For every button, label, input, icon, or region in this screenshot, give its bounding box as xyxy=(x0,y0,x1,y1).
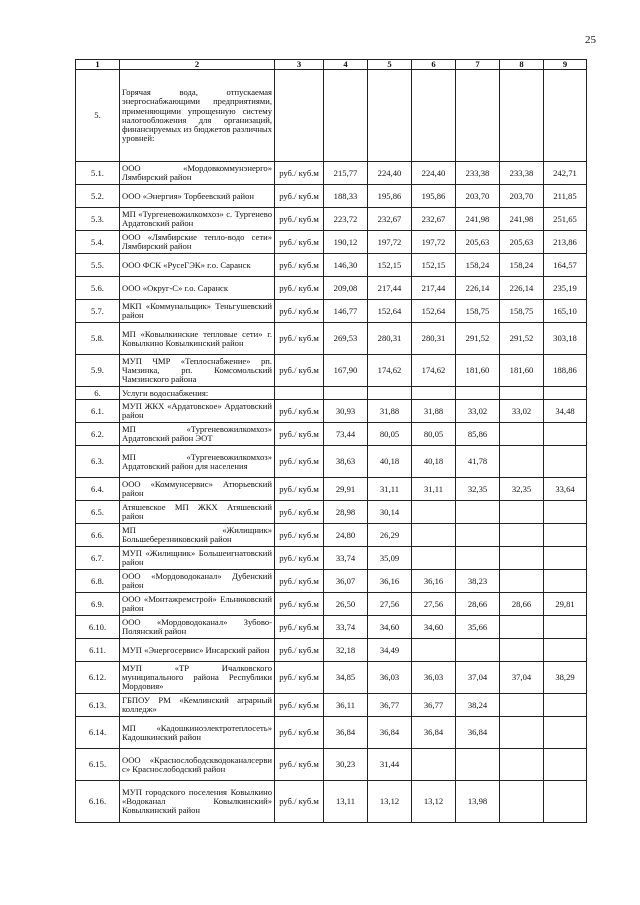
table-row xyxy=(76,277,587,300)
value-cell-6: 197,72 xyxy=(412,231,456,254)
value-cell-4 xyxy=(324,387,368,400)
tariff-table xyxy=(75,59,587,823)
unit-cell: руб./ куб.м xyxy=(275,570,324,593)
value-cell-6 xyxy=(412,501,456,524)
table-row xyxy=(76,593,587,616)
value-cell-9: 38,29 xyxy=(544,662,587,694)
value-cell-7: 13,98 xyxy=(456,781,500,823)
organization-name: ООО «Мордовкоммунэнерго» Лямбирский район xyxy=(120,162,275,185)
organization-name: ООО «Мордоводоканал» Зубово-Полянский район xyxy=(120,616,275,639)
value-cell-5: 30,14 xyxy=(368,501,412,524)
value-cell-9 xyxy=(544,547,587,570)
header-cell: 1 xyxy=(76,60,120,70)
value-cell-4: 188,33 xyxy=(324,185,368,208)
value-cell-6: 80,05 xyxy=(412,423,456,446)
value-cell-6: 36,16 xyxy=(412,570,456,593)
value-cell-8: 203,70 xyxy=(500,185,544,208)
table-row xyxy=(76,208,587,231)
organization-name: ООО «Монтажремстрой» Ельниковский район xyxy=(120,593,275,616)
value-cell-9: 251,65 xyxy=(544,208,587,231)
table-row xyxy=(76,694,587,717)
value-cell-5: 80,05 xyxy=(368,423,412,446)
table-row xyxy=(76,400,587,423)
organization-name: ООО ФСК «РусеГЭК» г.о. Саранск xyxy=(120,254,275,277)
value-cell-8: 32,35 xyxy=(500,478,544,501)
value-cell-8 xyxy=(500,616,544,639)
value-cell-5: 26,29 xyxy=(368,524,412,547)
value-cell-4: 269,53 xyxy=(324,323,368,355)
row-number: 5.2. xyxy=(76,185,120,208)
value-cell-9 xyxy=(544,616,587,639)
value-cell-8: 158,75 xyxy=(500,300,544,323)
row-number: 6.4. xyxy=(76,478,120,501)
table-row xyxy=(76,387,587,400)
value-cell-7: 181,60 xyxy=(456,355,500,387)
value-cell-7: 85,86 xyxy=(456,423,500,446)
table-row xyxy=(76,423,587,446)
value-cell-6 xyxy=(412,70,456,162)
value-cell-4: 24,80 xyxy=(324,524,368,547)
header-cell: 6 xyxy=(412,60,456,70)
organization-name: МУП городского поселения Ковылкино «Водоканал Ковылкинский» Ковылкинский район xyxy=(120,781,275,823)
value-cell-4: 34,85 xyxy=(324,662,368,694)
value-cell-5: 36,03 xyxy=(368,662,412,694)
row-number: 5.6. xyxy=(76,277,120,300)
header-cell: 3 xyxy=(275,60,324,70)
table-row xyxy=(76,446,587,478)
unit-cell: руб./ куб.м xyxy=(275,355,324,387)
organization-name: МКП «Коммунальщик» Теньгушевский район xyxy=(120,300,275,323)
organization-name: Горячая вода, отпускаемая энергоснабжающими предприятиями, применяющими упрощенную систему налогообложения для организаций, финансируемых из бюджетов различных уровней: xyxy=(120,70,275,162)
value-cell-9: 165,10 xyxy=(544,300,587,323)
organization-name: ООО «Энергия» Торбеевский район xyxy=(120,185,275,208)
value-cell-7: 291,52 xyxy=(456,323,500,355)
value-cell-6: 34,60 xyxy=(412,616,456,639)
table-row xyxy=(76,717,587,749)
unit-cell: руб./ куб.м xyxy=(275,717,324,749)
row-number: 6. xyxy=(76,387,120,400)
row-number: 6.6. xyxy=(76,524,120,547)
value-cell-7 xyxy=(456,387,500,400)
row-number: 5.7. xyxy=(76,300,120,323)
table-row xyxy=(76,254,587,277)
value-cell-9: 211,85 xyxy=(544,185,587,208)
value-cell-9 xyxy=(544,446,587,478)
table-header-row xyxy=(76,60,587,70)
unit-cell: руб./ куб.м xyxy=(275,547,324,570)
organization-name: ООО «Мордоводоканал» Дубенский район xyxy=(120,570,275,593)
unit-cell: руб./ куб.м xyxy=(275,323,324,355)
value-cell-4: 209,08 xyxy=(324,277,368,300)
organization-name: Атяшевское МП ЖКХ Атяшевский район xyxy=(120,501,275,524)
value-cell-4: 223,72 xyxy=(324,208,368,231)
value-cell-8: 226,14 xyxy=(500,277,544,300)
unit-cell: руб./ куб.м xyxy=(275,208,324,231)
value-cell-7: 226,14 xyxy=(456,277,500,300)
unit-cell: руб./ куб.м xyxy=(275,423,324,446)
row-number: 5.4. xyxy=(76,231,120,254)
value-cell-4: 33,74 xyxy=(324,616,368,639)
page-number: 25 xyxy=(585,34,596,46)
row-number: 5. xyxy=(76,70,120,162)
value-cell-7: 28,66 xyxy=(456,593,500,616)
value-cell-6: 31,11 xyxy=(412,478,456,501)
unit-cell: руб./ куб.м xyxy=(275,616,324,639)
value-cell-6: 36,84 xyxy=(412,717,456,749)
organization-name: МУП «Энергосервис» Инсарский район xyxy=(120,639,275,662)
table-row xyxy=(76,547,587,570)
value-cell-5: 280,31 xyxy=(368,323,412,355)
row-number: 5.3. xyxy=(76,208,120,231)
header-cell: 4 xyxy=(324,60,368,70)
value-cell-4: 36,11 xyxy=(324,694,368,717)
value-cell-9: 235,19 xyxy=(544,277,587,300)
organization-name: ООО «Лямбирские тепло-водо сети» Лямбирский район xyxy=(120,231,275,254)
value-cell-4: 146,30 xyxy=(324,254,368,277)
value-cell-9 xyxy=(544,717,587,749)
value-cell-8 xyxy=(500,749,544,781)
value-cell-7: 41,78 xyxy=(456,446,500,478)
organization-name: ООО «Краснослободскводоканалсерви с» Краснослободский район xyxy=(120,749,275,781)
unit-cell: руб./ куб.м xyxy=(275,639,324,662)
unit-cell: руб./ куб.м xyxy=(275,501,324,524)
table-row xyxy=(76,501,587,524)
value-cell-8: 233,38 xyxy=(500,162,544,185)
value-cell-6: 232,67 xyxy=(412,208,456,231)
value-cell-4: 167,90 xyxy=(324,355,368,387)
value-cell-5: 224,40 xyxy=(368,162,412,185)
value-cell-7 xyxy=(456,639,500,662)
value-cell-9 xyxy=(544,70,587,162)
value-cell-4: 32,18 xyxy=(324,639,368,662)
value-cell-7: 233,38 xyxy=(456,162,500,185)
value-cell-7 xyxy=(456,501,500,524)
table-row xyxy=(76,781,587,823)
table-row xyxy=(76,231,587,254)
value-cell-9: 29,81 xyxy=(544,593,587,616)
value-cell-5 xyxy=(368,387,412,400)
row-number: 5.1. xyxy=(76,162,120,185)
value-cell-7: 203,70 xyxy=(456,185,500,208)
value-cell-7: 158,75 xyxy=(456,300,500,323)
value-cell-5: 152,15 xyxy=(368,254,412,277)
value-cell-4: 36,07 xyxy=(324,570,368,593)
value-cell-5 xyxy=(368,70,412,162)
row-number: 5.8. xyxy=(76,323,120,355)
value-cell-8: 181,60 xyxy=(500,355,544,387)
organization-name: МП «Тургеневожилкомхоз» с. Тургенево Ардатовский район xyxy=(120,208,275,231)
value-cell-4: 73,44 xyxy=(324,423,368,446)
unit-cell: руб./ куб.м xyxy=(275,749,324,781)
value-cell-4: 146,77 xyxy=(324,300,368,323)
organization-name: МП «Кадошкиноэлектротеплосеть» Кадошкинский район xyxy=(120,717,275,749)
value-cell-4: 26,50 xyxy=(324,593,368,616)
row-number: 6.2. xyxy=(76,423,120,446)
row-number: 6.13. xyxy=(76,694,120,717)
value-cell-7: 35,66 xyxy=(456,616,500,639)
value-cell-6 xyxy=(412,639,456,662)
value-cell-8: 37,04 xyxy=(500,662,544,694)
header-cell: 2 xyxy=(120,60,275,70)
table-row xyxy=(76,300,587,323)
value-cell-5: 217,44 xyxy=(368,277,412,300)
table-row xyxy=(76,478,587,501)
value-cell-9: 188,86 xyxy=(544,355,587,387)
table-row xyxy=(76,662,587,694)
header-cell: 9 xyxy=(544,60,587,70)
value-cell-8 xyxy=(500,639,544,662)
unit-cell xyxy=(275,70,324,162)
value-cell-6 xyxy=(412,749,456,781)
value-cell-9 xyxy=(544,524,587,547)
value-cell-6: 36,77 xyxy=(412,694,456,717)
unit-cell: руб./ куб.м xyxy=(275,277,324,300)
row-number: 6.8. xyxy=(76,570,120,593)
value-cell-7 xyxy=(456,547,500,570)
value-cell-6: 174,62 xyxy=(412,355,456,387)
value-cell-5: 174,62 xyxy=(368,355,412,387)
row-number: 6.15. xyxy=(76,749,120,781)
row-number: 6.9. xyxy=(76,593,120,616)
unit-cell: руб./ куб.м xyxy=(275,185,324,208)
table-row xyxy=(76,70,587,162)
value-cell-6: 27,56 xyxy=(412,593,456,616)
value-cell-7: 205,63 xyxy=(456,231,500,254)
value-cell-7: 36,84 xyxy=(456,717,500,749)
table-row xyxy=(76,616,587,639)
row-number: 6.5. xyxy=(76,501,120,524)
value-cell-8: 205,63 xyxy=(500,231,544,254)
organization-name: МУП «Жилищник» Большеигнатовский район xyxy=(120,547,275,570)
value-cell-5: 34,49 xyxy=(368,639,412,662)
value-cell-5: 36,16 xyxy=(368,570,412,593)
value-cell-4: 13,11 xyxy=(324,781,368,823)
value-cell-5: 195,86 xyxy=(368,185,412,208)
value-cell-6 xyxy=(412,387,456,400)
row-number: 6.14. xyxy=(76,717,120,749)
value-cell-9 xyxy=(544,694,587,717)
value-cell-7: 38,23 xyxy=(456,570,500,593)
table-row xyxy=(76,639,587,662)
value-cell-9: 242,71 xyxy=(544,162,587,185)
row-number: 6.11. xyxy=(76,639,120,662)
unit-cell: руб./ куб.м xyxy=(275,593,324,616)
organization-name: МУП ЧМР «Теплоснабжение» рп. Чамзинка, рп. Комсомольский Чамзинского района xyxy=(120,355,275,387)
value-cell-8 xyxy=(500,694,544,717)
value-cell-8 xyxy=(500,717,544,749)
value-cell-5: 13,12 xyxy=(368,781,412,823)
unit-cell: руб./ куб.м xyxy=(275,446,324,478)
value-cell-4: 28,98 xyxy=(324,501,368,524)
value-cell-8 xyxy=(500,70,544,162)
value-cell-6: 36,03 xyxy=(412,662,456,694)
unit-cell: руб./ куб.м xyxy=(275,781,324,823)
unit-cell: руб./ куб.м xyxy=(275,254,324,277)
organization-name: МП «Жилищник» Большеберезниковский район xyxy=(120,524,275,547)
unit-cell: руб./ куб.м xyxy=(275,694,324,717)
value-cell-9: 164,57 xyxy=(544,254,587,277)
table-row xyxy=(76,323,587,355)
unit-cell: руб./ куб.м xyxy=(275,300,324,323)
unit-cell: руб./ куб.м xyxy=(275,231,324,254)
unit-cell: руб./ куб.м xyxy=(275,478,324,501)
value-cell-9: 213,86 xyxy=(544,231,587,254)
value-cell-9 xyxy=(544,423,587,446)
value-cell-6: 13,12 xyxy=(412,781,456,823)
header-cell: 5 xyxy=(368,60,412,70)
organization-name: Услуги водоснабжения: xyxy=(120,387,275,400)
value-cell-4: 29,91 xyxy=(324,478,368,501)
row-number: 6.7. xyxy=(76,547,120,570)
value-cell-9 xyxy=(544,749,587,781)
value-cell-5: 152,64 xyxy=(368,300,412,323)
value-cell-9: 33,64 xyxy=(544,478,587,501)
value-cell-7: 37,04 xyxy=(456,662,500,694)
value-cell-8 xyxy=(500,781,544,823)
value-cell-6: 280,31 xyxy=(412,323,456,355)
unit-cell: руб./ куб.м xyxy=(275,662,324,694)
value-cell-9 xyxy=(544,781,587,823)
value-cell-5: 34,60 xyxy=(368,616,412,639)
value-cell-5: 31,11 xyxy=(368,478,412,501)
value-cell-6: 152,15 xyxy=(412,254,456,277)
row-number: 6.3. xyxy=(76,446,120,478)
row-number: 6.10. xyxy=(76,616,120,639)
row-number: 6.16. xyxy=(76,781,120,823)
value-cell-8 xyxy=(500,570,544,593)
value-cell-6: 40,18 xyxy=(412,446,456,478)
value-cell-6: 195,86 xyxy=(412,185,456,208)
value-cell-9 xyxy=(544,570,587,593)
value-cell-8: 33,02 xyxy=(500,400,544,423)
unit-cell: руб./ куб.м xyxy=(275,400,324,423)
table-row xyxy=(76,524,587,547)
value-cell-5: 40,18 xyxy=(368,446,412,478)
value-cell-6 xyxy=(412,547,456,570)
value-cell-4: 38,63 xyxy=(324,446,368,478)
value-cell-5: 35,09 xyxy=(368,547,412,570)
value-cell-9: 303,18 xyxy=(544,323,587,355)
value-cell-8: 291,52 xyxy=(500,323,544,355)
unit-cell xyxy=(275,387,324,400)
organization-name: ГБПОУ РМ «Кемлинский аграрный колледж» xyxy=(120,694,275,717)
organization-name: ООО «Коммунсервис» Атюрьевский район xyxy=(120,478,275,501)
value-cell-5: 197,72 xyxy=(368,231,412,254)
value-cell-6: 224,40 xyxy=(412,162,456,185)
value-cell-8 xyxy=(500,446,544,478)
value-cell-5: 31,88 xyxy=(368,400,412,423)
row-number: 6.1. xyxy=(76,400,120,423)
organization-name: МП «Ковылкинские тепловые сети» г. Ковылкино Ковылкинский район xyxy=(120,323,275,355)
value-cell-5: 36,84 xyxy=(368,717,412,749)
value-cell-4: 30,93 xyxy=(324,400,368,423)
organization-name: МУП «ТР Ичалковского муниципального района Республики Мордовия» xyxy=(120,662,275,694)
value-cell-4: 215,77 xyxy=(324,162,368,185)
value-cell-7 xyxy=(456,70,500,162)
value-cell-7: 158,24 xyxy=(456,254,500,277)
organization-name: ООО «Округ-С» г.о. Саранск xyxy=(120,277,275,300)
table-row xyxy=(76,162,587,185)
organization-name: МП «Тургеневожилкомхоз» Ардатовский район ЭОТ xyxy=(120,423,275,446)
value-cell-9 xyxy=(544,387,587,400)
value-cell-5: 27,56 xyxy=(368,593,412,616)
table-row xyxy=(76,570,587,593)
value-cell-9 xyxy=(544,639,587,662)
row-number: 6.12. xyxy=(76,662,120,694)
value-cell-8 xyxy=(500,547,544,570)
value-cell-5: 36,77 xyxy=(368,694,412,717)
value-cell-6: 217,44 xyxy=(412,277,456,300)
value-cell-6 xyxy=(412,524,456,547)
row-number: 5.9. xyxy=(76,355,120,387)
value-cell-7: 241,98 xyxy=(456,208,500,231)
value-cell-4: 36,84 xyxy=(324,717,368,749)
value-cell-5: 232,67 xyxy=(368,208,412,231)
header-cell: 8 xyxy=(500,60,544,70)
unit-cell: руб./ куб.м xyxy=(275,524,324,547)
value-cell-5: 31,44 xyxy=(368,749,412,781)
value-cell-9: 34,48 xyxy=(544,400,587,423)
row-number: 5.5. xyxy=(76,254,120,277)
table-row xyxy=(76,185,587,208)
header-cell: 7 xyxy=(456,60,500,70)
value-cell-8 xyxy=(500,387,544,400)
value-cell-8 xyxy=(500,524,544,547)
value-cell-6: 31,88 xyxy=(412,400,456,423)
value-cell-8: 158,24 xyxy=(500,254,544,277)
value-cell-7 xyxy=(456,524,500,547)
value-cell-8 xyxy=(500,423,544,446)
value-cell-7 xyxy=(456,749,500,781)
unit-cell: руб./ куб.м xyxy=(275,162,324,185)
value-cell-6: 152,64 xyxy=(412,300,456,323)
value-cell-8: 28,66 xyxy=(500,593,544,616)
value-cell-8 xyxy=(500,501,544,524)
table-row xyxy=(76,749,587,781)
value-cell-4: 33,74 xyxy=(324,547,368,570)
value-cell-7: 33,02 xyxy=(456,400,500,423)
value-cell-4: 30,23 xyxy=(324,749,368,781)
value-cell-4 xyxy=(324,70,368,162)
value-cell-4: 190,12 xyxy=(324,231,368,254)
value-cell-7: 38,24 xyxy=(456,694,500,717)
value-cell-7: 32,35 xyxy=(456,478,500,501)
table-row xyxy=(76,355,587,387)
organization-name: МУП ЖКХ «Ардатовское» Ардатовский район xyxy=(120,400,275,423)
value-cell-8: 241,98 xyxy=(500,208,544,231)
organization-name: МП «Тургеневожилкомхоз» Ардатовский район для населения xyxy=(120,446,275,478)
value-cell-9 xyxy=(544,501,587,524)
